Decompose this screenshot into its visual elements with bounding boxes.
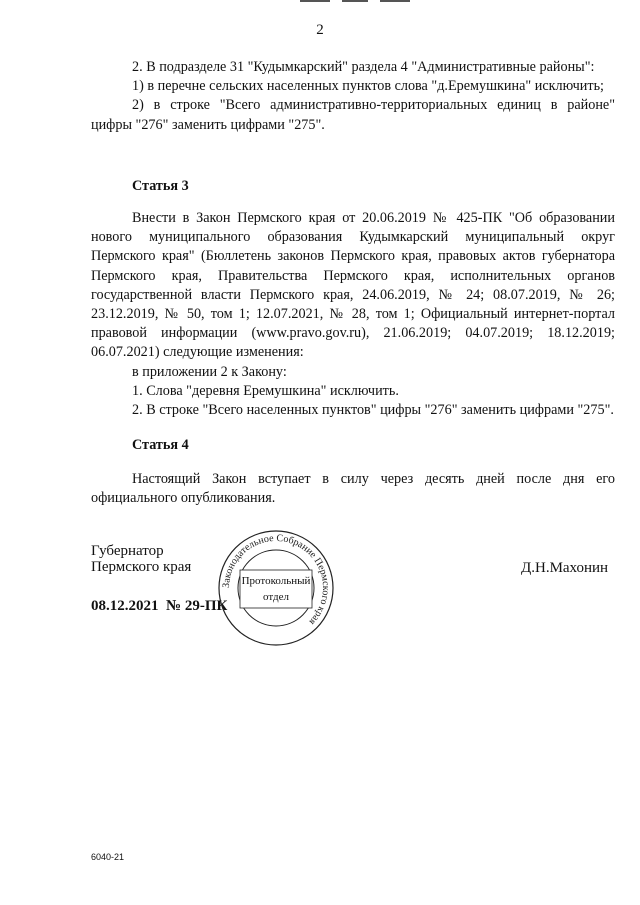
- article-3-intro: в приложении 2 к Закону:: [132, 363, 287, 380]
- stamp-line-2: отдел: [263, 591, 289, 603]
- article-4: [91, 436, 615, 455]
- signatory-position: [91, 543, 191, 575]
- law-date-number: [91, 598, 227, 615]
- signatory-name: Д.Н.Махонин: [521, 560, 609, 576]
- article-3: [91, 177, 615, 196]
- law-date: 08.12.2021: [91, 598, 159, 614]
- article-4-text: Настоящий Закон вступает в силу через десять дней после дня его официального опубликования.: [91, 471, 615, 507]
- article-3-title: Статья 3: [132, 178, 189, 194]
- article-3-item-2: 2. В строке "Всего населенных пунктов" цифры "276" заменить цифрами "275".: [132, 402, 614, 419]
- section-2: [91, 58, 615, 135]
- article-3-item-1: 1. Слова "деревня Еремушкина" исключить.: [132, 382, 399, 399]
- stamp-line-1: Протокольный: [241, 575, 311, 587]
- stamp-ring-text: Законодательное Собрание Пермского края: [220, 532, 332, 628]
- article-4-title: Статья 4: [132, 437, 189, 453]
- article-4-body: [91, 470, 615, 508]
- article-3-body: [91, 209, 615, 420]
- article-3-text: Внести в Закон Пермского края от 20.06.2019 № 425-ПК "Об образовании нового муниципального образования Кудымкарский муниципальный округ Пермского края" (Бюллетень законов Пермского края, правовых актов губернатора Пермского края, Правительства Пермского края, исполнительных органов государственной власти Пермского края, 24.06.2019, № 24; 08.07.2019, № 26; 23.12.2019, № 50, том 1; 12.07.2021, № 28, том 1; Официальный интернет-портал правовой информации (www.pravo.gov.ru), 21.06.2019; 04.07.2019; 18.12.2019; 06.07.2021) следующие изменения:: [91, 210, 615, 361]
- official-stamp: [216, 528, 336, 648]
- document-code: 6040-21: [91, 852, 125, 862]
- section-2-item-1: 1) в перечне сельских населенных пунктов слова "д.Еремушкина" исключить;: [132, 78, 604, 95]
- page-number: 2: [316, 22, 324, 38]
- position-line-2: Пермского края: [91, 559, 192, 575]
- law-number: № 29-ПК: [166, 598, 228, 614]
- section-2-heading: 2. В подразделе 31 "Кудымкарский" раздела 4 "Административные районы":: [132, 59, 595, 75]
- scan-marks: [300, 0, 420, 4]
- position-line-1: Губернатор: [91, 543, 164, 559]
- section-2-item-2: 2) в строке "Всего административно-территориальных единиц в районе" цифры "276" заменить цифрами "275".: [91, 97, 615, 133]
